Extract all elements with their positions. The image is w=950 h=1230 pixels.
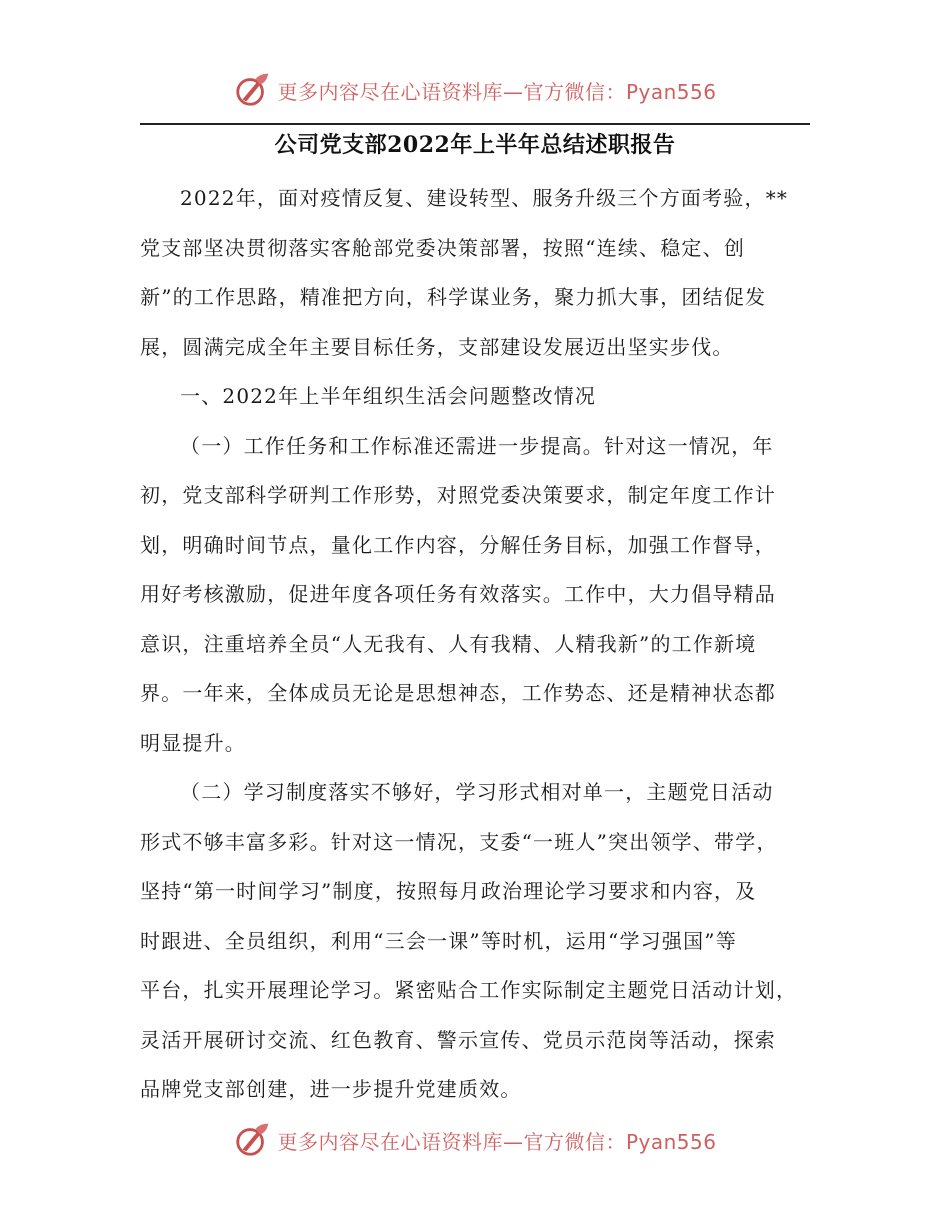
footer-watermark (0, 1120, 950, 1160)
document-title: 公司党支部2022年上半年总结述职报告 (274, 132, 676, 158)
header-watermark (0, 70, 950, 110)
item-two-paragraph: （二）学习制度落实不够好，学习形式相对单一，主题党日活动 形式不够丰富多彩。针对这一情况，支委“一班人”突出领学、带学， 坚持“第一时间学习”制度，按照每月政治理论学习要求和内容，及 时跟进、全员组织，利用“三会一课”等时机，运用“学习强国”等 平台，扎实开展理论学习。紧密贴合工作实际制定主题党日活动计划， 灵活开展研讨交流、红色教育、警示宣传、党员示范岗等活动，探索 品牌党支部创建，进一步提升党建质效。 (140, 780, 798, 1101)
quill-logo-icon (233, 1121, 271, 1159)
header-banner-text: 更多内容尽在心语资料库—官方微信：Pyan556 (277, 79, 717, 104)
footer-banner-text: 更多内容尽在心语资料库—官方微信：Pyan556 (277, 1129, 717, 1154)
item-one-paragraph: （一）工作任务和工作标准还需进一步提高。针对这一情况，年 初，党支部科学研判工作形势，对照党委决策要求，制定年度工作计 划，明确时间节点，量化工作内容，分解任务目标，加强工作督导， 用好考核激励，促进年度各项任务有效落实。工作中，大力倡导精品 意识，注重培养全员“人无我有、人有我精、人精我新”的工作新境 界。一年来，全体成员无论是思想神态，工作势态、还是精神状态都 明显提升。 (140, 433, 776, 755)
header-divider (140, 123, 810, 125)
section-heading: 一、2022年上半年组织生活会问题整改情况 (180, 384, 597, 408)
intro-paragraph: 2022年，面对疫情反复、建设转型、服务升级三个方面考验，** 党支部坚决贯彻落实客舱部党委决策部署，按照“连续、稳定、创 新”的工作思路，精准把方向，科学谋业务，聚力抓大事，团结促发 展，圆满完成全年主要目标任务，支部建设发展迈出坚实步伐。 (140, 186, 789, 359)
document-body (140, 174, 810, 1115)
quill-logo-icon (233, 71, 271, 109)
